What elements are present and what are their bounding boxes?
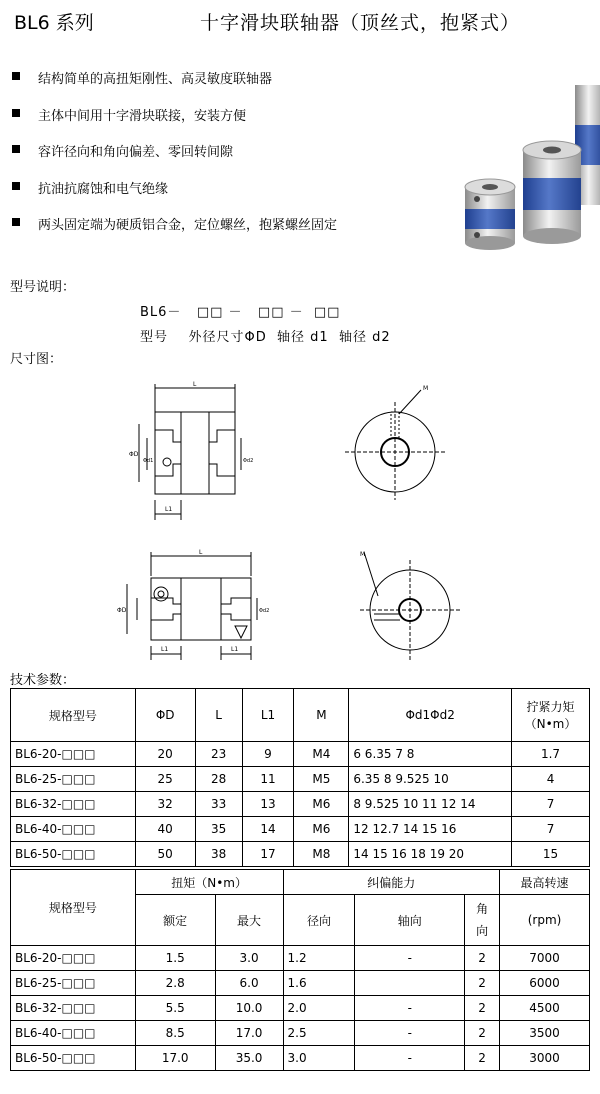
- dim-label-L: L: [199, 549, 203, 556]
- table-row: BL6-40-□□□ 8.5 17.0 2.5 - 2 3500: [11, 1021, 590, 1046]
- table-row: BL6-20-□□□ 1.5 3.0 1.2 - 2 7000: [11, 946, 590, 971]
- set-screw-side-drawing: [125, 380, 260, 530]
- dim-label-L: L: [193, 381, 197, 388]
- header-L: L: [195, 689, 242, 742]
- table-row: BL6-40-□□□ 40 35 14 M6 12 12.7 14 15 16 7: [11, 817, 590, 842]
- title-row: [0, 0, 600, 40]
- model-desc-line: 型号 外径尺寸ΦD 轴径 d1 轴径 d2: [140, 330, 391, 345]
- header-misalignment: 纠偏能力: [283, 870, 500, 895]
- dim-label-D: ΦD: [117, 607, 127, 614]
- dim-label-M: M: [423, 385, 429, 392]
- dim-label-d2: Φd2: [243, 458, 254, 464]
- dim-label-L1: L1: [165, 506, 173, 513]
- dim-label-M: M: [360, 551, 366, 558]
- table-header-row: [11, 689, 590, 742]
- dim-label-L1: L1: [161, 646, 169, 653]
- header-radial: 径向: [283, 895, 355, 946]
- header-model: 规格型号: [11, 870, 136, 946]
- spec-table-performance: [10, 869, 590, 1071]
- spec-table-dimensions: [10, 688, 590, 867]
- model-heading: 型号说明：: [10, 280, 76, 295]
- header-D: ΦD: [135, 689, 195, 742]
- coupling-product-image: [455, 75, 600, 255]
- set-screw-end-drawing: [345, 380, 445, 500]
- square-bullet-icon: [12, 145, 20, 153]
- square-bullet-icon: [12, 72, 20, 80]
- header-d1d2: Φd1Φd2: [349, 689, 512, 742]
- header-torque: 扭矩（N•m）: [135, 870, 283, 895]
- page-title: 十字滑块联轴器（顶丝式，抱紧式）: [200, 12, 521, 34]
- table-row: BL6-25-□□□ 2.8 6.0 1.6 2 6000: [11, 971, 590, 996]
- clamp-end-drawing: [360, 548, 460, 668]
- dimension-heading: 尺寸图：: [10, 352, 63, 367]
- header-rated: 额定: [135, 895, 215, 946]
- header-rpm: (rpm): [500, 895, 590, 946]
- header-max: 最大: [215, 895, 283, 946]
- feature-item: 容许径向和角向偏差、零回转间隙: [10, 141, 430, 178]
- table-row: BL6-50-□□□ 50 38 17 M8 14 15 16 18 19 20 15: [11, 842, 590, 867]
- header-angular: 角向: [465, 895, 500, 946]
- header-torque: 拧紧力矩 （N•m）: [512, 689, 590, 742]
- table-row: BL6-50-□□□ 17.0 35.0 3.0 - 2 3000: [11, 1046, 590, 1071]
- model-code-line: BL6－ □□ － □□ － □□: [140, 305, 341, 320]
- feature-item: 结构简单的高扭矩刚性、高灵敏度联轴器: [10, 68, 430, 105]
- header-axial: 轴向: [355, 895, 465, 946]
- feature-item: 抗油抗腐蚀和电气绝缘: [10, 178, 430, 215]
- dim-label-d2: Φd2: [259, 608, 270, 614]
- square-bullet-icon: [12, 109, 20, 117]
- table-header-row: [11, 870, 590, 895]
- header-M: M: [294, 689, 349, 742]
- table-row: BL6-32-□□□ 32 33 13 M6 8 9.525 10 11 12 14 7: [11, 792, 590, 817]
- dim-label-L1-right: L1: [231, 646, 239, 653]
- tech-heading: 技术参数：: [10, 673, 76, 688]
- header-model: 规格型号: [11, 689, 136, 742]
- feature-item: 主体中间用十字滑块联接，安装方便: [10, 105, 430, 142]
- table-row: BL6-32-□□□ 5.5 10.0 2.0 - 2 4500: [11, 996, 590, 1021]
- table-row: BL6-20-□□□ 20 23 9 M4 6 6.35 7 8 1.7: [11, 742, 590, 767]
- series-title: BL6 系列: [14, 12, 94, 34]
- table-row: BL6-25-□□□ 25 28 11 M5 6.35 8 9.525 10 4: [11, 767, 590, 792]
- clamp-side-drawing: [115, 548, 275, 668]
- dim-label-D: ΦD: [129, 451, 139, 458]
- square-bullet-icon: [12, 182, 20, 190]
- header-max-speed: 最高转速: [500, 870, 590, 895]
- dim-label-d1: Φd1: [143, 458, 154, 464]
- header-L1: L1: [242, 689, 294, 742]
- square-bullet-icon: [12, 218, 20, 226]
- feature-list: [10, 68, 430, 251]
- feature-item: 两头固定端为硬质铝合金，定位螺丝，抱紧螺丝固定: [10, 214, 430, 251]
